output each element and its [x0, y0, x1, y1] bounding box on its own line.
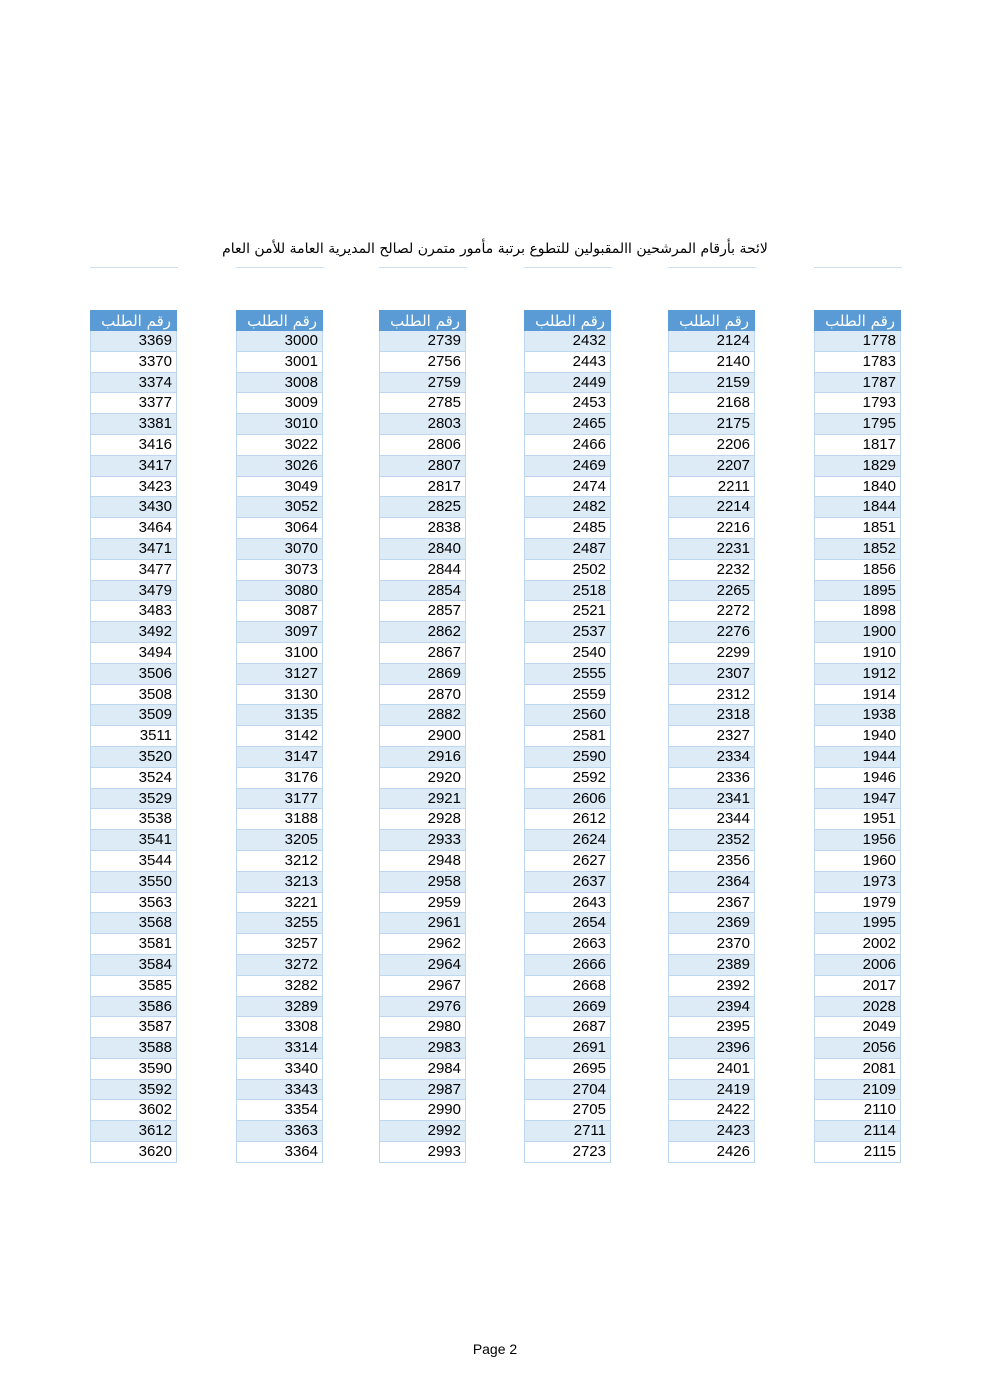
column-header: رقم الطلب — [379, 310, 466, 331]
table-cell: 2336 — [668, 768, 755, 789]
table-cell: 2482 — [524, 497, 611, 518]
table-cell: 3364 — [236, 1142, 323, 1163]
table-cell: 2474 — [524, 477, 611, 498]
table-cell: 2449 — [524, 373, 611, 394]
table-cell: 2962 — [379, 934, 466, 955]
table-cell: 3064 — [236, 518, 323, 539]
table-cell: 1817 — [814, 435, 901, 456]
table-cell: 3381 — [90, 414, 177, 435]
table-cell: 2590 — [524, 747, 611, 768]
table-cell: 2356 — [668, 851, 755, 872]
table-cell: 2017 — [814, 976, 901, 997]
table-cell: 2928 — [379, 809, 466, 830]
table-cell: 2807 — [379, 456, 466, 477]
table-cell: 2612 — [524, 809, 611, 830]
table-cell: 2867 — [379, 643, 466, 664]
table-cell: 3492 — [90, 622, 177, 643]
table-cell: 2426 — [668, 1142, 755, 1163]
table-cell: 2666 — [524, 955, 611, 976]
table-cell: 2265 — [668, 581, 755, 602]
table-cell: 2691 — [524, 1038, 611, 1059]
column-header: رقم الطلب — [814, 310, 901, 331]
table-cell: 3177 — [236, 789, 323, 810]
table-cell: 2739 — [379, 331, 466, 352]
table-cell: 1912 — [814, 664, 901, 685]
table-cell: 3612 — [90, 1121, 177, 1142]
table-cell: 2559 — [524, 685, 611, 706]
table-cell: 2643 — [524, 893, 611, 914]
table-cell: 3008 — [236, 373, 323, 394]
table-cell: 2056 — [814, 1038, 901, 1059]
table-cell: 2175 — [668, 414, 755, 435]
table-cell: 3100 — [236, 643, 323, 664]
title-rule — [379, 267, 467, 268]
table-cell: 2687 — [524, 1017, 611, 1038]
table-cell: 1852 — [814, 539, 901, 560]
table-cell: 3590 — [90, 1059, 177, 1080]
column-header: رقم الطلب — [524, 310, 611, 331]
table-cell: 2419 — [668, 1080, 755, 1101]
table-cell: 2654 — [524, 913, 611, 934]
table-cell: 2081 — [814, 1059, 901, 1080]
table-cell: 2214 — [668, 497, 755, 518]
table-cell: 2369 — [668, 913, 755, 934]
table-cell: 3509 — [90, 705, 177, 726]
table-cell: 2049 — [814, 1017, 901, 1038]
table-cell: 2307 — [668, 664, 755, 685]
table-cell: 3049 — [236, 477, 323, 498]
table-cell: 3010 — [236, 414, 323, 435]
table-cell: 2443 — [524, 352, 611, 373]
table-cell: 2581 — [524, 726, 611, 747]
table-cell: 2352 — [668, 830, 755, 851]
table-cell: 2318 — [668, 705, 755, 726]
table-cell: 2920 — [379, 768, 466, 789]
table-cell: 3588 — [90, 1038, 177, 1059]
table-cell: 1787 — [814, 373, 901, 394]
table-cell: 2825 — [379, 497, 466, 518]
table-cell: 2756 — [379, 352, 466, 373]
table-cell: 3176 — [236, 768, 323, 789]
table-cell: 1844 — [814, 497, 901, 518]
table-cell: 2272 — [668, 601, 755, 622]
table-cell: 2806 — [379, 435, 466, 456]
table-cell: 2990 — [379, 1100, 466, 1121]
table-cell: 2958 — [379, 872, 466, 893]
table-cell: 2668 — [524, 976, 611, 997]
table-cell: 2395 — [668, 1017, 755, 1038]
table-cell: 3052 — [236, 497, 323, 518]
table-cell: 2341 — [668, 789, 755, 810]
table-cell: 3529 — [90, 789, 177, 810]
table-cell: 3430 — [90, 497, 177, 518]
table-cell: 2401 — [668, 1059, 755, 1080]
table-cell: 3212 — [236, 851, 323, 872]
table-cell: 2711 — [524, 1121, 611, 1142]
table-cell: 2759 — [379, 373, 466, 394]
table-cell: 3205 — [236, 830, 323, 851]
table-cell: 1951 — [814, 809, 901, 830]
table-cell: 2838 — [379, 518, 466, 539]
table-cell: 1947 — [814, 789, 901, 810]
table-cell: 2540 — [524, 643, 611, 664]
table-cell: 3340 — [236, 1059, 323, 1080]
table-cell: 2232 — [668, 560, 755, 581]
table-cell: 2109 — [814, 1080, 901, 1101]
table-cell: 2964 — [379, 955, 466, 976]
table-cell: 3592 — [90, 1080, 177, 1101]
table-cell: 2465 — [524, 414, 611, 435]
table-cell: 3483 — [90, 601, 177, 622]
table-cell: 2521 — [524, 601, 611, 622]
number-column-3 — [379, 310, 466, 1163]
table-cell: 2854 — [379, 581, 466, 602]
table-cell: 1944 — [814, 747, 901, 768]
table-cell: 2803 — [379, 414, 466, 435]
table-cell: 1895 — [814, 581, 901, 602]
table-cell: 2206 — [668, 435, 755, 456]
table-cell: 2900 — [379, 726, 466, 747]
table-cell: 2115 — [814, 1142, 901, 1163]
title-rule — [814, 267, 902, 268]
table-cell: 2844 — [379, 560, 466, 581]
table-cell: 3508 — [90, 685, 177, 706]
number-column-6 — [814, 310, 901, 1163]
table-cell: 3568 — [90, 913, 177, 934]
table-cell: 2983 — [379, 1038, 466, 1059]
table-cell: 3620 — [90, 1142, 177, 1163]
table-cell: 2785 — [379, 393, 466, 414]
table-cell: 2592 — [524, 768, 611, 789]
table-cell: 2560 — [524, 705, 611, 726]
table-cell: 2231 — [668, 539, 755, 560]
table-cell: 2555 — [524, 664, 611, 685]
table-cell: 2006 — [814, 955, 901, 976]
table-cell: 3369 — [90, 331, 177, 352]
table-cell: 3585 — [90, 976, 177, 997]
table-cell: 2327 — [668, 726, 755, 747]
table-cell: 3587 — [90, 1017, 177, 1038]
table-cell: 2537 — [524, 622, 611, 643]
table-cell: 2987 — [379, 1080, 466, 1101]
table-cell: 2216 — [668, 518, 755, 539]
table-cell: 3282 — [236, 976, 323, 997]
table-cell: 3370 — [90, 352, 177, 373]
table-cell: 3272 — [236, 955, 323, 976]
table-cell: 2862 — [379, 622, 466, 643]
table-cell: 2857 — [379, 601, 466, 622]
table-cell: 2453 — [524, 393, 611, 414]
table-cell: 2723 — [524, 1142, 611, 1163]
number-column-2 — [236, 310, 323, 1163]
table-cell: 3544 — [90, 851, 177, 872]
table-cell: 3494 — [90, 643, 177, 664]
table-cell: 1995 — [814, 913, 901, 934]
table-cell: 2976 — [379, 997, 466, 1018]
table-cell: 2916 — [379, 747, 466, 768]
table-cell: 2002 — [814, 934, 901, 955]
table-cell: 2159 — [668, 373, 755, 394]
table-cell: 2389 — [668, 955, 755, 976]
table-cell: 2432 — [524, 331, 611, 352]
table-cell: 3541 — [90, 830, 177, 851]
table-cell: 2959 — [379, 893, 466, 914]
table-cell: 1795 — [814, 414, 901, 435]
table-cell: 3142 — [236, 726, 323, 747]
table-cell: 3354 — [236, 1100, 323, 1121]
table-cell: 2370 — [668, 934, 755, 955]
table-cell: 2487 — [524, 539, 611, 560]
table-cell: 1940 — [814, 726, 901, 747]
table-cell: 3511 — [90, 726, 177, 747]
table-cell: 2663 — [524, 934, 611, 955]
table-cell: 2124 — [668, 331, 755, 352]
table-cell: 3314 — [236, 1038, 323, 1059]
table-cell: 1960 — [814, 851, 901, 872]
table-cell: 2961 — [379, 913, 466, 934]
table-cell: 3022 — [236, 435, 323, 456]
table-cell: 3550 — [90, 872, 177, 893]
table-cell: 3377 — [90, 393, 177, 414]
table-cell: 3471 — [90, 539, 177, 560]
table-cell: 3001 — [236, 352, 323, 373]
table-cell: 3479 — [90, 581, 177, 602]
table-cell: 2695 — [524, 1059, 611, 1080]
table-cell: 3087 — [236, 601, 323, 622]
table-cell: 2624 — [524, 830, 611, 851]
table-cell: 3070 — [236, 539, 323, 560]
table-cell: 2344 — [668, 809, 755, 830]
table-cell: 2423 — [668, 1121, 755, 1142]
table-cell: 2967 — [379, 976, 466, 997]
table-cell: 3581 — [90, 934, 177, 955]
table-cell: 1946 — [814, 768, 901, 789]
table-cell: 3423 — [90, 477, 177, 498]
table-cell: 2984 — [379, 1059, 466, 1080]
table-cell: 1973 — [814, 872, 901, 893]
table-cell: 2704 — [524, 1080, 611, 1101]
table-cell: 1793 — [814, 393, 901, 414]
table-cell: 2312 — [668, 685, 755, 706]
table-cell: 2817 — [379, 477, 466, 498]
table-cell: 2980 — [379, 1017, 466, 1038]
table-cell: 2705 — [524, 1100, 611, 1121]
table-cell: 3416 — [90, 435, 177, 456]
table-cell: 3135 — [236, 705, 323, 726]
table-cell: 2606 — [524, 789, 611, 810]
table-cell: 2211 — [668, 477, 755, 498]
title-rule — [524, 267, 612, 268]
table-cell: 2992 — [379, 1121, 466, 1142]
table-cell: 2207 — [668, 456, 755, 477]
table-cell: 3026 — [236, 456, 323, 477]
table-cell: 2299 — [668, 643, 755, 664]
table-cell: 3363 — [236, 1121, 323, 1142]
table-cell: 2993 — [379, 1142, 466, 1163]
table-cell: 1914 — [814, 685, 901, 706]
table-cell: 2948 — [379, 851, 466, 872]
table-cell: 2422 — [668, 1100, 755, 1121]
table-cell: 3586 — [90, 997, 177, 1018]
table-cell: 3080 — [236, 581, 323, 602]
table-cell: 3563 — [90, 893, 177, 914]
table-cell: 2933 — [379, 830, 466, 851]
table-cell: 1979 — [814, 893, 901, 914]
table-cell: 2367 — [668, 893, 755, 914]
table-cell: 1840 — [814, 477, 901, 498]
table-cell: 2168 — [668, 393, 755, 414]
table-cell: 2870 — [379, 685, 466, 706]
table-cell: 2882 — [379, 705, 466, 726]
table-cell: 1956 — [814, 830, 901, 851]
table-cell: 2114 — [814, 1121, 901, 1142]
table-cell: 3127 — [236, 664, 323, 685]
table-cell: 3073 — [236, 560, 323, 581]
table-cell: 3000 — [236, 331, 323, 352]
table-cell: 3255 — [236, 913, 323, 934]
table-cell: 3538 — [90, 809, 177, 830]
table-cell: 2364 — [668, 872, 755, 893]
table-cell: 2669 — [524, 997, 611, 1018]
table-cell: 2140 — [668, 352, 755, 373]
table-cell: 1900 — [814, 622, 901, 643]
table-cell: 3506 — [90, 664, 177, 685]
table-cell: 2276 — [668, 622, 755, 643]
table-cell: 2392 — [668, 976, 755, 997]
table-cell: 3130 — [236, 685, 323, 706]
title-rule — [90, 267, 178, 268]
number-column-4 — [524, 310, 611, 1163]
table-cell: 3009 — [236, 393, 323, 414]
table-cell: 3213 — [236, 872, 323, 893]
table-cell: 2637 — [524, 872, 611, 893]
number-column-1 — [90, 310, 177, 1163]
number-column-5 — [668, 310, 755, 1163]
table-cell: 2840 — [379, 539, 466, 560]
table-cell: 3257 — [236, 934, 323, 955]
table-cell: 1783 — [814, 352, 901, 373]
table-cell: 2469 — [524, 456, 611, 477]
table-cell: 3147 — [236, 747, 323, 768]
table-cell: 3308 — [236, 1017, 323, 1038]
table-cell: 2485 — [524, 518, 611, 539]
table-cell: 1778 — [814, 331, 901, 352]
table-cell: 2518 — [524, 581, 611, 602]
table-cell: 1898 — [814, 601, 901, 622]
table-cell: 1856 — [814, 560, 901, 581]
column-header: رقم الطلب — [236, 310, 323, 331]
table-cell: 3343 — [236, 1080, 323, 1101]
table-cell: 1829 — [814, 456, 901, 477]
table-cell: 3097 — [236, 622, 323, 643]
table-cell: 2502 — [524, 560, 611, 581]
column-header: رقم الطلب — [90, 310, 177, 331]
table-cell: 2869 — [379, 664, 466, 685]
table-cell: 3289 — [236, 997, 323, 1018]
table-cell: 2627 — [524, 851, 611, 872]
table-cell: 2110 — [814, 1100, 901, 1121]
table-cell: 3477 — [90, 560, 177, 581]
table-cell: 2921 — [379, 789, 466, 810]
table-cell: 1910 — [814, 643, 901, 664]
table-cell: 1851 — [814, 518, 901, 539]
title-rule — [668, 267, 756, 268]
table-cell: 3374 — [90, 373, 177, 394]
table-cell: 2396 — [668, 1038, 755, 1059]
table-cell: 2028 — [814, 997, 901, 1018]
table-cell: 3602 — [90, 1100, 177, 1121]
table-cell: 3584 — [90, 955, 177, 976]
document-title: لائحة بأرقام المرشحين االمقبولين للتطوع برتبة مأمور متمرن لصالح المديرية العامة للأمن العام — [222, 241, 768, 257]
table-cell: 2466 — [524, 435, 611, 456]
table-cell: 2334 — [668, 747, 755, 768]
table-cell: 3417 — [90, 456, 177, 477]
title-rule — [236, 267, 324, 268]
table-cell: 1938 — [814, 705, 901, 726]
column-header: رقم الطلب — [668, 310, 755, 331]
table-cell: 2394 — [668, 997, 755, 1018]
table-cell: 3520 — [90, 747, 177, 768]
page-number: Page 2 — [472, 1341, 518, 1357]
table-cell: 3464 — [90, 518, 177, 539]
table-cell: 3188 — [236, 809, 323, 830]
table-cell: 3221 — [236, 893, 323, 914]
table-cell: 3524 — [90, 768, 177, 789]
